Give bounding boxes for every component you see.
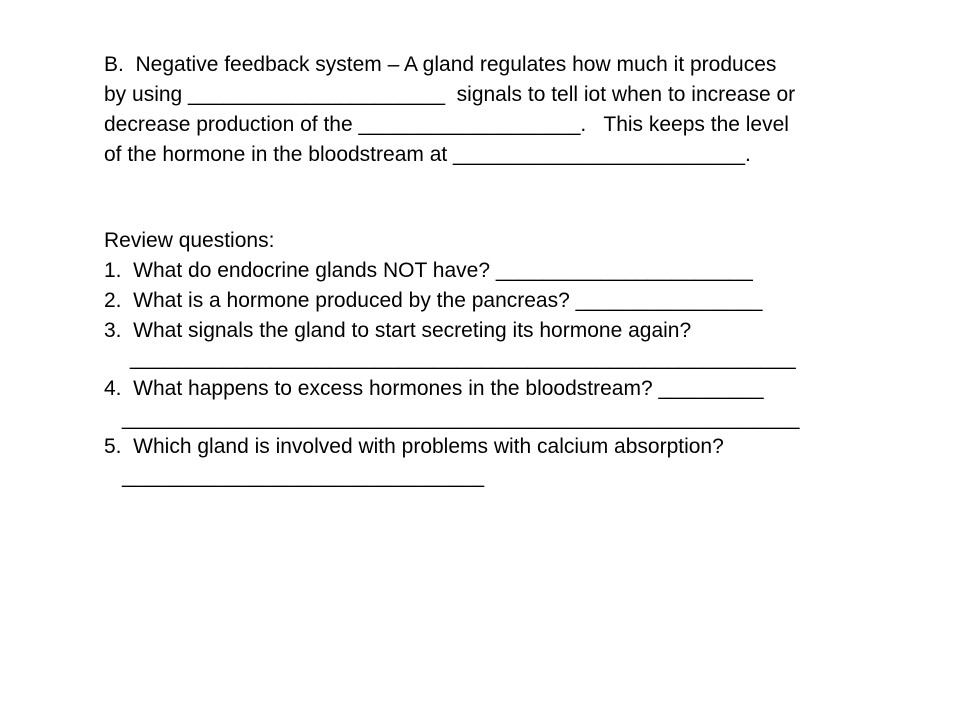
- review-question-3: 3. What signals the gland to start secreting its hormone again?: [104, 319, 692, 342]
- negative-feedback-line-4: of the hormone in the bloodstream at _________________________.: [104, 143, 751, 166]
- review-question-2: 2. What is a hormone produced by the pancreas? ________________: [104, 289, 763, 312]
- review-question-5-blank: _______________________________: [122, 465, 485, 488]
- review-question-4-blank: __________________________________________________________: [122, 407, 800, 430]
- review-question-3-blank: _________________________________________________________: [130, 347, 796, 370]
- review-question-5: 5. Which gland is involved with problems with calcium absorption?: [104, 435, 724, 458]
- review-question-4: 4. What happens to excess hormones in the bloodstream? _________: [104, 377, 764, 400]
- review-questions-heading: Review questions:: [104, 229, 275, 252]
- negative-feedback-line-1: B. Negative feedback system – A gland regulates how much it produces: [104, 53, 777, 76]
- negative-feedback-line-2: by using ______________________ signals to tell iot when to increase or: [104, 83, 796, 106]
- negative-feedback-line-3: decrease production of the ___________________. This keeps the level: [104, 113, 789, 136]
- review-question-1: 1. What do endocrine glands NOT have? ______________________: [104, 259, 753, 282]
